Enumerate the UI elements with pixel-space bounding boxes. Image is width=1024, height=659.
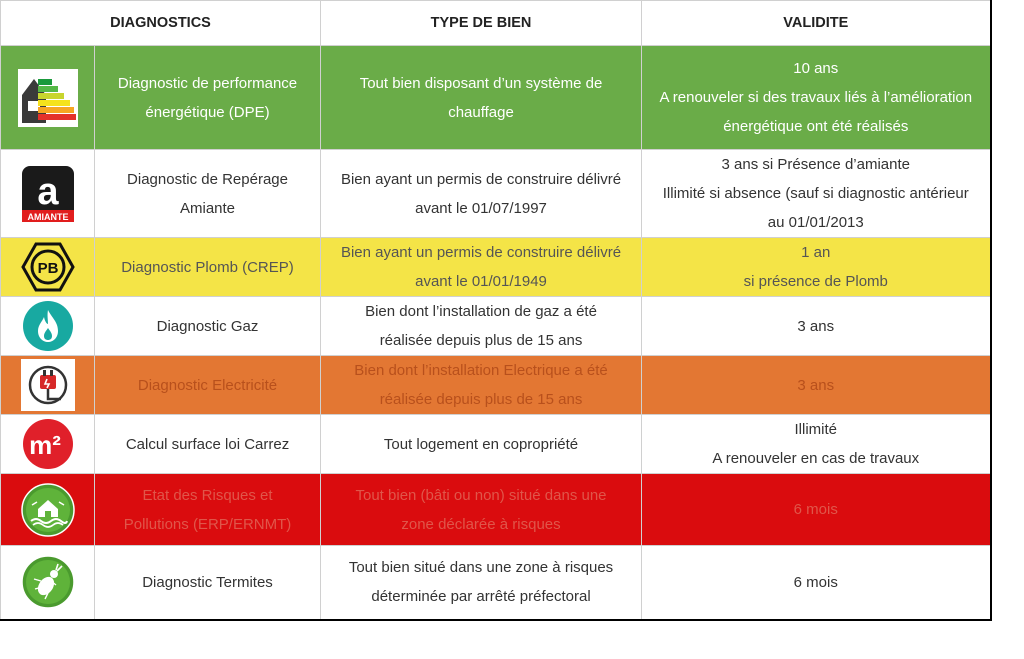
validity-line: au 01/01/2013 (767, 214, 864, 231)
validity-line: 10 ans (793, 60, 839, 77)
validity-line: 3 ans (797, 376, 835, 394)
validity-line: 3 ans si Présence d’amiante (721, 156, 910, 173)
energy-label-house-icon (18, 69, 78, 127)
validity-line: énergétique ont été réalisés (723, 118, 909, 135)
plomb-pb-icon (21, 242, 75, 292)
type-line: Tout bien situé dans une zone à risques (348, 559, 614, 577)
termite-icon (21, 555, 75, 609)
type-de-bien-cell (321, 46, 642, 150)
validite-cell (642, 238, 991, 297)
icon-cell (1, 297, 95, 356)
diagnostic-name-line: Pollutions (ERP/ERNMT) (123, 515, 292, 533)
validity-line: Illimité (794, 421, 838, 438)
validite-cell (642, 474, 991, 546)
diagnostic-name-cell (95, 238, 321, 297)
m2-label: m² (28, 430, 61, 460)
icon-cell (1, 238, 95, 297)
type-line: avant le 01/07/1997 (415, 199, 547, 217)
table-row-amiante (1, 150, 991, 238)
validity-line: si présence de Plomb (743, 273, 888, 290)
validite-cell (642, 415, 991, 474)
diagnostic-name-line: Amiante (179, 199, 236, 217)
type-line: Bien dont l’installation Electrique a été (354, 362, 608, 379)
diagnostic-name-line: Etat des Risques et (142, 486, 273, 504)
table-row-termites (1, 546, 991, 620)
type-de-bien-cell (321, 546, 642, 620)
type-line: Bien ayant un permis de construire délivré (340, 244, 622, 261)
diagnostic-name-line: Diagnostic Electricité (137, 376, 278, 394)
plomb-label: PB (37, 260, 58, 277)
diagnostic-name-line: énergétique (DPE) (145, 103, 270, 121)
validity-line: A renouveler si des travaux liés à l’amélioration (659, 89, 973, 106)
validite-cell (642, 546, 991, 620)
type-line: Tout logement en copropriété (383, 435, 579, 453)
amiante-icon (20, 166, 76, 222)
validite-cell (642, 150, 991, 238)
type-de-bien-cell (321, 474, 642, 546)
diagnostic-name-cell (95, 46, 321, 150)
type-line: chauffage (448, 103, 514, 121)
icon-cell (1, 415, 95, 474)
diagnostic-name-line: Diagnostic Termites (142, 573, 273, 591)
type-line: Tout bien disposant d’un système de (359, 74, 603, 92)
diagnostic-name-line: Diagnostic Gaz (156, 317, 259, 335)
validity-line: 6 mois (793, 501, 838, 518)
diagnostic-name-cell (95, 546, 321, 620)
type-line: zone déclarée à risques (401, 515, 561, 533)
diagnostic-name-line: Diagnostic de performance (117, 74, 298, 92)
table-row-plomb (1, 238, 991, 297)
validite-cell (642, 46, 991, 150)
diagnostic-name-cell (95, 150, 321, 238)
type-line: Bien dont l’installation de gaz a été (365, 303, 597, 320)
table-row-gaz (1, 297, 991, 356)
diagnostic-name-line: Calcul surface loi Carrez (125, 435, 290, 453)
table-row-electricite (1, 356, 991, 415)
header-type-de-bien: TYPE DE BIEN (321, 1, 642, 46)
type-line: Bien ayant un permis de construire délivré (340, 170, 622, 188)
type-de-bien-cell (321, 150, 642, 238)
header-validite: VALIDITE (642, 1, 991, 46)
type-line: avant le 01/01/1949 (415, 273, 547, 290)
type-de-bien-cell (321, 415, 642, 474)
icon-cell (1, 150, 95, 238)
validity-line: 3 ans (797, 317, 835, 335)
table-row-erp (1, 474, 991, 546)
m2-surface-icon (22, 418, 74, 470)
header-diagnostics: DIAGNOSTICS (1, 1, 321, 46)
diagnostic-name-cell (95, 297, 321, 356)
validite-cell (642, 356, 991, 415)
diagnostic-name-line: Diagnostic de Repérage (127, 170, 288, 188)
diagnostic-name-cell (95, 356, 321, 415)
type-de-bien-cell (321, 356, 642, 415)
validity-line: Illimité si absence (sauf si diagnostic antérieur (662, 185, 969, 202)
validity-line: A renouveler en cas de travaux (712, 450, 920, 467)
table-header-row (1, 1, 991, 46)
type-line: déterminée par arrêté préfectoral (371, 588, 591, 606)
type-line: Tout bien (bâti ou non) situé dans une (355, 486, 607, 504)
amiante-label: AMIANTE (27, 211, 68, 222)
gas-flame-icon (22, 300, 74, 352)
diagnostic-name-cell (95, 474, 321, 546)
validity-line: 1 an (801, 244, 831, 261)
type-line: réalisée depuis plus de 15 ans (379, 332, 583, 349)
icon-cell (1, 546, 95, 620)
electric-plug-icon (21, 359, 75, 411)
validity-line: 6 mois (793, 573, 838, 591)
diagnostic-name-cell (95, 415, 321, 474)
table-row-dpe (1, 46, 991, 150)
type-de-bien-cell (321, 297, 642, 356)
house-risk-icon (21, 483, 75, 537)
type-de-bien-cell (321, 238, 642, 297)
amiante-letter: a (36, 170, 59, 213)
type-line: réalisée depuis plus de 15 ans (379, 391, 583, 408)
diagnostic-name-line: Diagnostic Plomb (CREP) (121, 258, 294, 276)
icon-cell (1, 356, 95, 415)
table-row-carrez (1, 415, 991, 474)
icon-cell (1, 474, 95, 546)
icon-cell (1, 46, 95, 150)
validite-cell (642, 297, 991, 356)
